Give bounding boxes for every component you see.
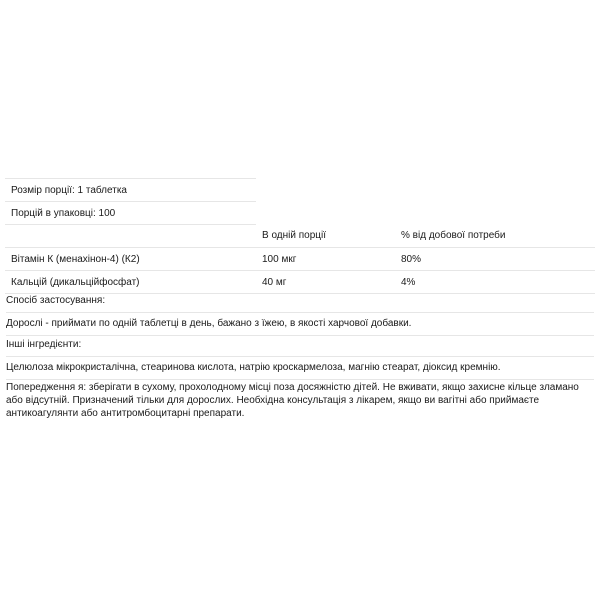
- nutrient-daily-value: 80%: [395, 248, 595, 271]
- ingredients-heading: Інші інгредієнти:: [6, 334, 594, 357]
- header-per-serving: В одній порції: [256, 225, 395, 248]
- usage-section: [6, 290, 594, 336]
- ingredients-section: [6, 334, 594, 380]
- warning-line: антикоагулянти або антитромбоцитарні препарати.: [6, 408, 245, 419]
- ingredients-text: Целюлоза мікрокристалічна, стеаринова кислота, натрію кроскармелоза, магнію стеарат, діоксид кремнію.: [6, 357, 594, 380]
- warning-section: [6, 381, 594, 420]
- table-row: [5, 248, 595, 271]
- usage-heading: Спосіб застосування:: [6, 290, 594, 313]
- nutrient-daily-value: 4%: [395, 271, 595, 294]
- nutrient-name: Вітамін К (менахінон-4) (К2): [5, 248, 256, 271]
- warning-line: або відсутній. Призначений тільки для дорослих. Необхідна консультація з лікарем, якщо ви вагітні або приймаєте: [6, 395, 540, 406]
- servings-per-container-row: [5, 202, 595, 225]
- nutrient-amount: 100 мкг: [256, 248, 395, 271]
- warning-line: Попередження я: зберігати в сухому, прохолодному місці поза досяжністю дітей. Не вживати, якщо захисне кільце зламано: [6, 382, 579, 393]
- nutrient-name: Кальцій (дикальційфосфат): [5, 271, 256, 294]
- serving-size-row: [5, 179, 595, 202]
- usage-text: Дорослі - приймати по одній таблетці в день, бажано з їжею, в якості харчової добавки.: [6, 313, 594, 336]
- servings-per-container: Порцій в упаковці: 100: [5, 202, 256, 225]
- serving-size: Розмір порції: 1 таблетка: [5, 179, 256, 202]
- table-header-row: [5, 225, 595, 248]
- supplement-facts-table: [5, 178, 595, 294]
- nutrient-amount: 40 мг: [256, 271, 395, 294]
- header-daily-value: % від добової потреби: [395, 225, 595, 248]
